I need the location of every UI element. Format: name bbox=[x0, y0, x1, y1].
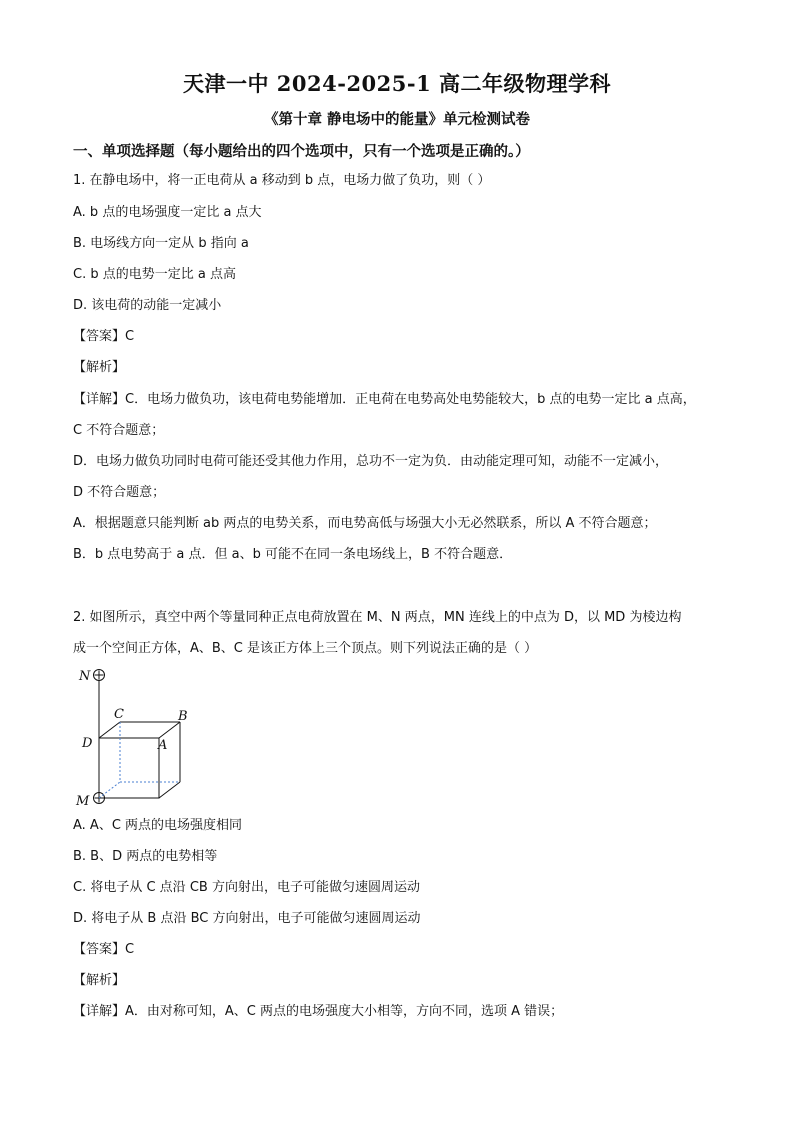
q2-detail-line: 【详解】A．由对称可知，A、C 两点的电场强度大小相等，方向不同，选项 A 错误； bbox=[73, 1004, 564, 1019]
cube-edge bbox=[159, 722, 180, 738]
q1-detail-line: D．电场力做负功同时电荷可能还受其他力作用，总功不一定为负．由动能定理可知，动能不一定减小， bbox=[73, 454, 669, 469]
cube-front-face bbox=[99, 738, 159, 798]
q2-stem-line: 2. 如图所示，真空中两个等量同种正点电荷放置在 M、N 两点，MN 连线上的中点为 D，以 MD 为棱边构 bbox=[73, 610, 682, 625]
charge-n-icon bbox=[94, 670, 105, 681]
q1-stem: 1. 在静电场中，将一正电荷从 a 移动到 b 点，电场力做了负功，则（ ） bbox=[73, 173, 491, 188]
q1-detail-line: B．b 点电势高于 a 点．但 a、b 可能不在同一条电场线上，B 不符合题意． bbox=[73, 547, 513, 562]
q2-option-d: D. 将电子从 B 点沿 BC 方向射出，电子可能做匀速圆周运动 bbox=[73, 911, 421, 926]
q2-analysis-label: 【解析】 bbox=[73, 973, 126, 988]
q1-answer: 【答案】C bbox=[73, 329, 135, 344]
q1-detail-line: C 不符合题意； bbox=[73, 423, 165, 438]
q1-option-a: A. b 点的电场强度一定比 a 点大 bbox=[73, 205, 262, 220]
page-title: 天津一中 2024-2025-1 高二年级物理学科 bbox=[182, 71, 612, 96]
label-a: A bbox=[158, 738, 168, 753]
q1-option-c: C. b 点的电势一定比 a 点高 bbox=[73, 267, 236, 282]
page-subtitle: 《第十章 静电场中的能量》单元检测试卷 bbox=[263, 111, 531, 128]
q2-option-a: A. A、C 两点的电场强度相同 bbox=[73, 818, 243, 833]
section-heading: 一、单项选择题（每小题给出的四个选项中，只有一个选项是正确的。） bbox=[73, 143, 530, 160]
cube-figure bbox=[72, 665, 202, 811]
q1-detail-line: A．根据题意只能判断 ab 两点的电势关系，而电势高低与场强大小无必然联系，所以 A 不符合题意； bbox=[73, 516, 657, 531]
label-d: D bbox=[82, 736, 93, 751]
q1-option-b: B. 电场线方向一定从 b 指向 a bbox=[73, 236, 249, 251]
q2-option-b: B. B、D 两点的电势相等 bbox=[73, 849, 218, 864]
q1-detail-line: D 不符合题意； bbox=[73, 485, 166, 500]
cube-edge bbox=[159, 782, 180, 798]
cube-edge bbox=[99, 722, 120, 738]
q1-detail-line: 【详解】C．电场力做负功，该电荷电势能增加．正电荷在电势高处电势能较大，b 点的电势一定比 a 点高， bbox=[73, 392, 696, 407]
q1-analysis-label: 【解析】 bbox=[73, 360, 126, 375]
q2-answer: 【答案】C bbox=[73, 942, 135, 957]
label-c: C bbox=[114, 707, 124, 722]
q1-option-d: D. 该电荷的动能一定减小 bbox=[73, 298, 222, 313]
q2-stem-line: 成一个空间正方体，A、B、C 是该正方体上三个顶点。则下列说法正确的是（ ） bbox=[73, 641, 538, 656]
label-n: N bbox=[79, 669, 91, 684]
q2-option-c: C. 将电子从 C 点沿 CB 方向射出，电子可能做匀速圆周运动 bbox=[73, 880, 420, 895]
label-m: M bbox=[76, 794, 90, 809]
label-b: B bbox=[178, 709, 188, 724]
